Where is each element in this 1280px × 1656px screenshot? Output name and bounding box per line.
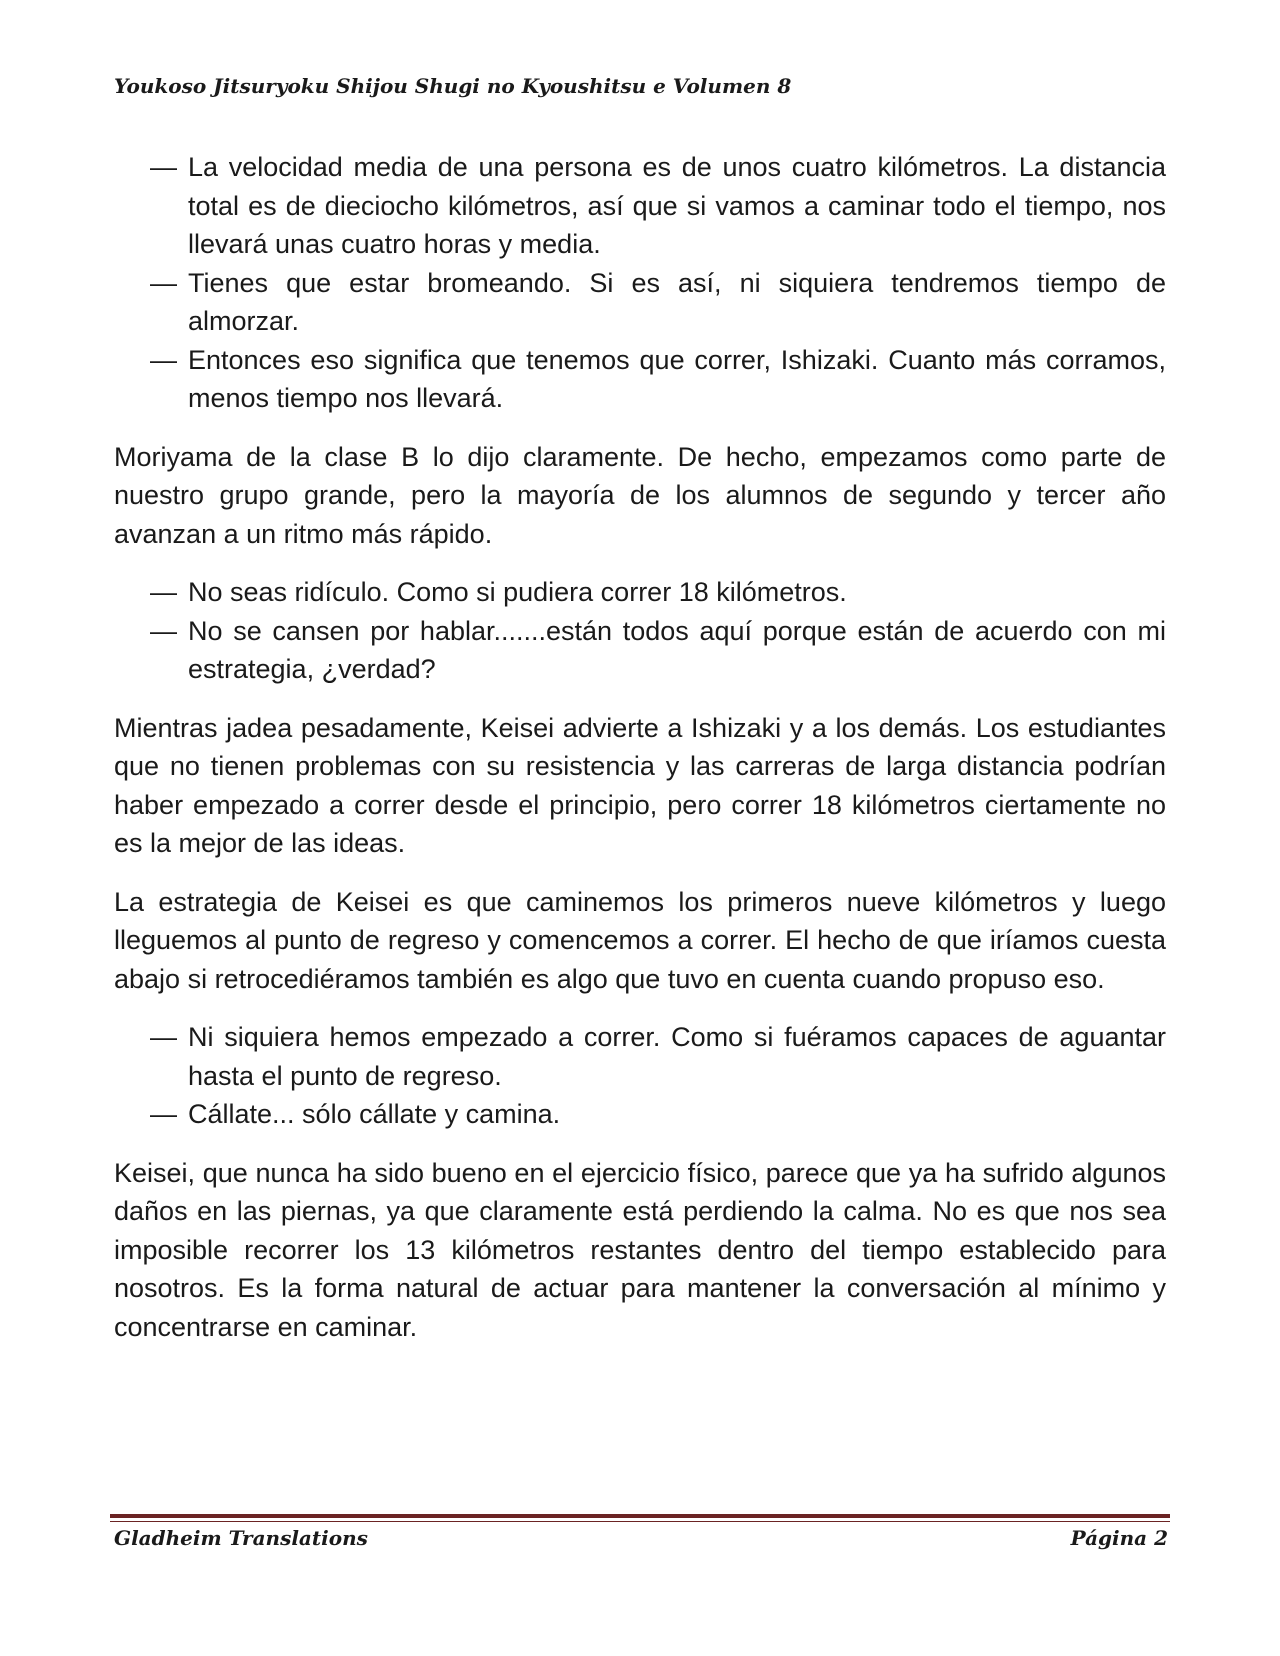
page-header-title: Youkoso Jitsuryoku Shijou Shugi no Kyoushitsu e Volumen 8 [114,74,792,98]
dialogue-line: — Tienes que estar bromeando. Si es así, ni siquiera tendremos tiempo de almorzar. [114,264,1166,341]
dialogue-line: — Ni siquiera hemos empezado a correr. Como si fuéramos capaces de aguantar hasta el punto de regreso. [114,1018,1166,1095]
em-dash: — [150,615,177,646]
dialogue-line: — No seas ridículo. Como si pudiera correr 18 kilómetros. [114,573,1166,612]
dialogue-line: — Entonces eso significa que tenemos que correr, Ishizaki. Cuanto más corramos, menos tiempo nos llevará. [114,341,1166,418]
dialogue-line: — No se cansen por hablar.......están todos aquí porque están de acuerdo con mi estrategia, ¿verdad? [114,612,1166,689]
narration-paragraph: La estrategia de Keisei es que caminemos los primeros nueve kilómetros y luego lleguemos al punto de regreso y comencemos a correr. El hecho de que iríamos cuesta abajo si retrocediéramos también es algo que tuvo en cuenta cuando propuso eso. [114,886,1166,994]
page-body [114,148,1166,1366]
dialogue-block [114,148,1166,418]
em-dash: — [150,152,177,182]
dialogue-block [114,1018,1166,1134]
dialogue-line: — Cállate... sólo cállate y camina. [114,1095,1166,1134]
narration-paragraph: Keisei, que nunca ha sido bueno en el ejercicio físico, parece que ya ha sufrido algunos daños en las piernas, ya que claramente está perdiendo la calma. No es que nos sea imposible recorrer los 13 kilómetros restantes dentro del tiempo establecido para nosotros. Es la forma natural de actuar para mantener la conversación al mínimo y concentrarse en caminar. [114,1157,1166,1342]
dialogue-line: — La velocidad media de una persona es de unos cuatro kilómetros. La distancia total es de dieciocho kilómetros, así que si vamos a caminar todo el tiempo, nos llevará unas cuatro horas y media. [114,148,1166,264]
em-dash: — [150,1099,177,1129]
footer-translator-credit: Gladheim Translations [114,1526,368,1550]
narration-paragraph: Moriyama de la clase B lo dijo claramente. De hecho, empezamos como parte de nuestro grupo grande, pero la mayoría de los alumnos de segundo y tercer año avanzan a un ritmo más rápido. [114,441,1166,549]
footer-divider [110,1514,1170,1522]
em-dash: — [150,344,177,375]
narration-paragraph: Mientras jadea pesadamente, Keisei advierte a Ishizaki y a los demás. Los estudiantes que no tienen problemas con su resistencia y las carreras de larga distancia podrían haber empezado a correr desde el principio, pero correr 18 kilómetros ciertamente no es la mejor de las ideas. [114,712,1166,858]
em-dash: — [150,267,177,298]
em-dash: — [150,577,177,607]
em-dash: — [150,1022,177,1052]
footer-page-number: Página 2 [1070,1526,1168,1550]
dialogue-block [114,573,1166,689]
